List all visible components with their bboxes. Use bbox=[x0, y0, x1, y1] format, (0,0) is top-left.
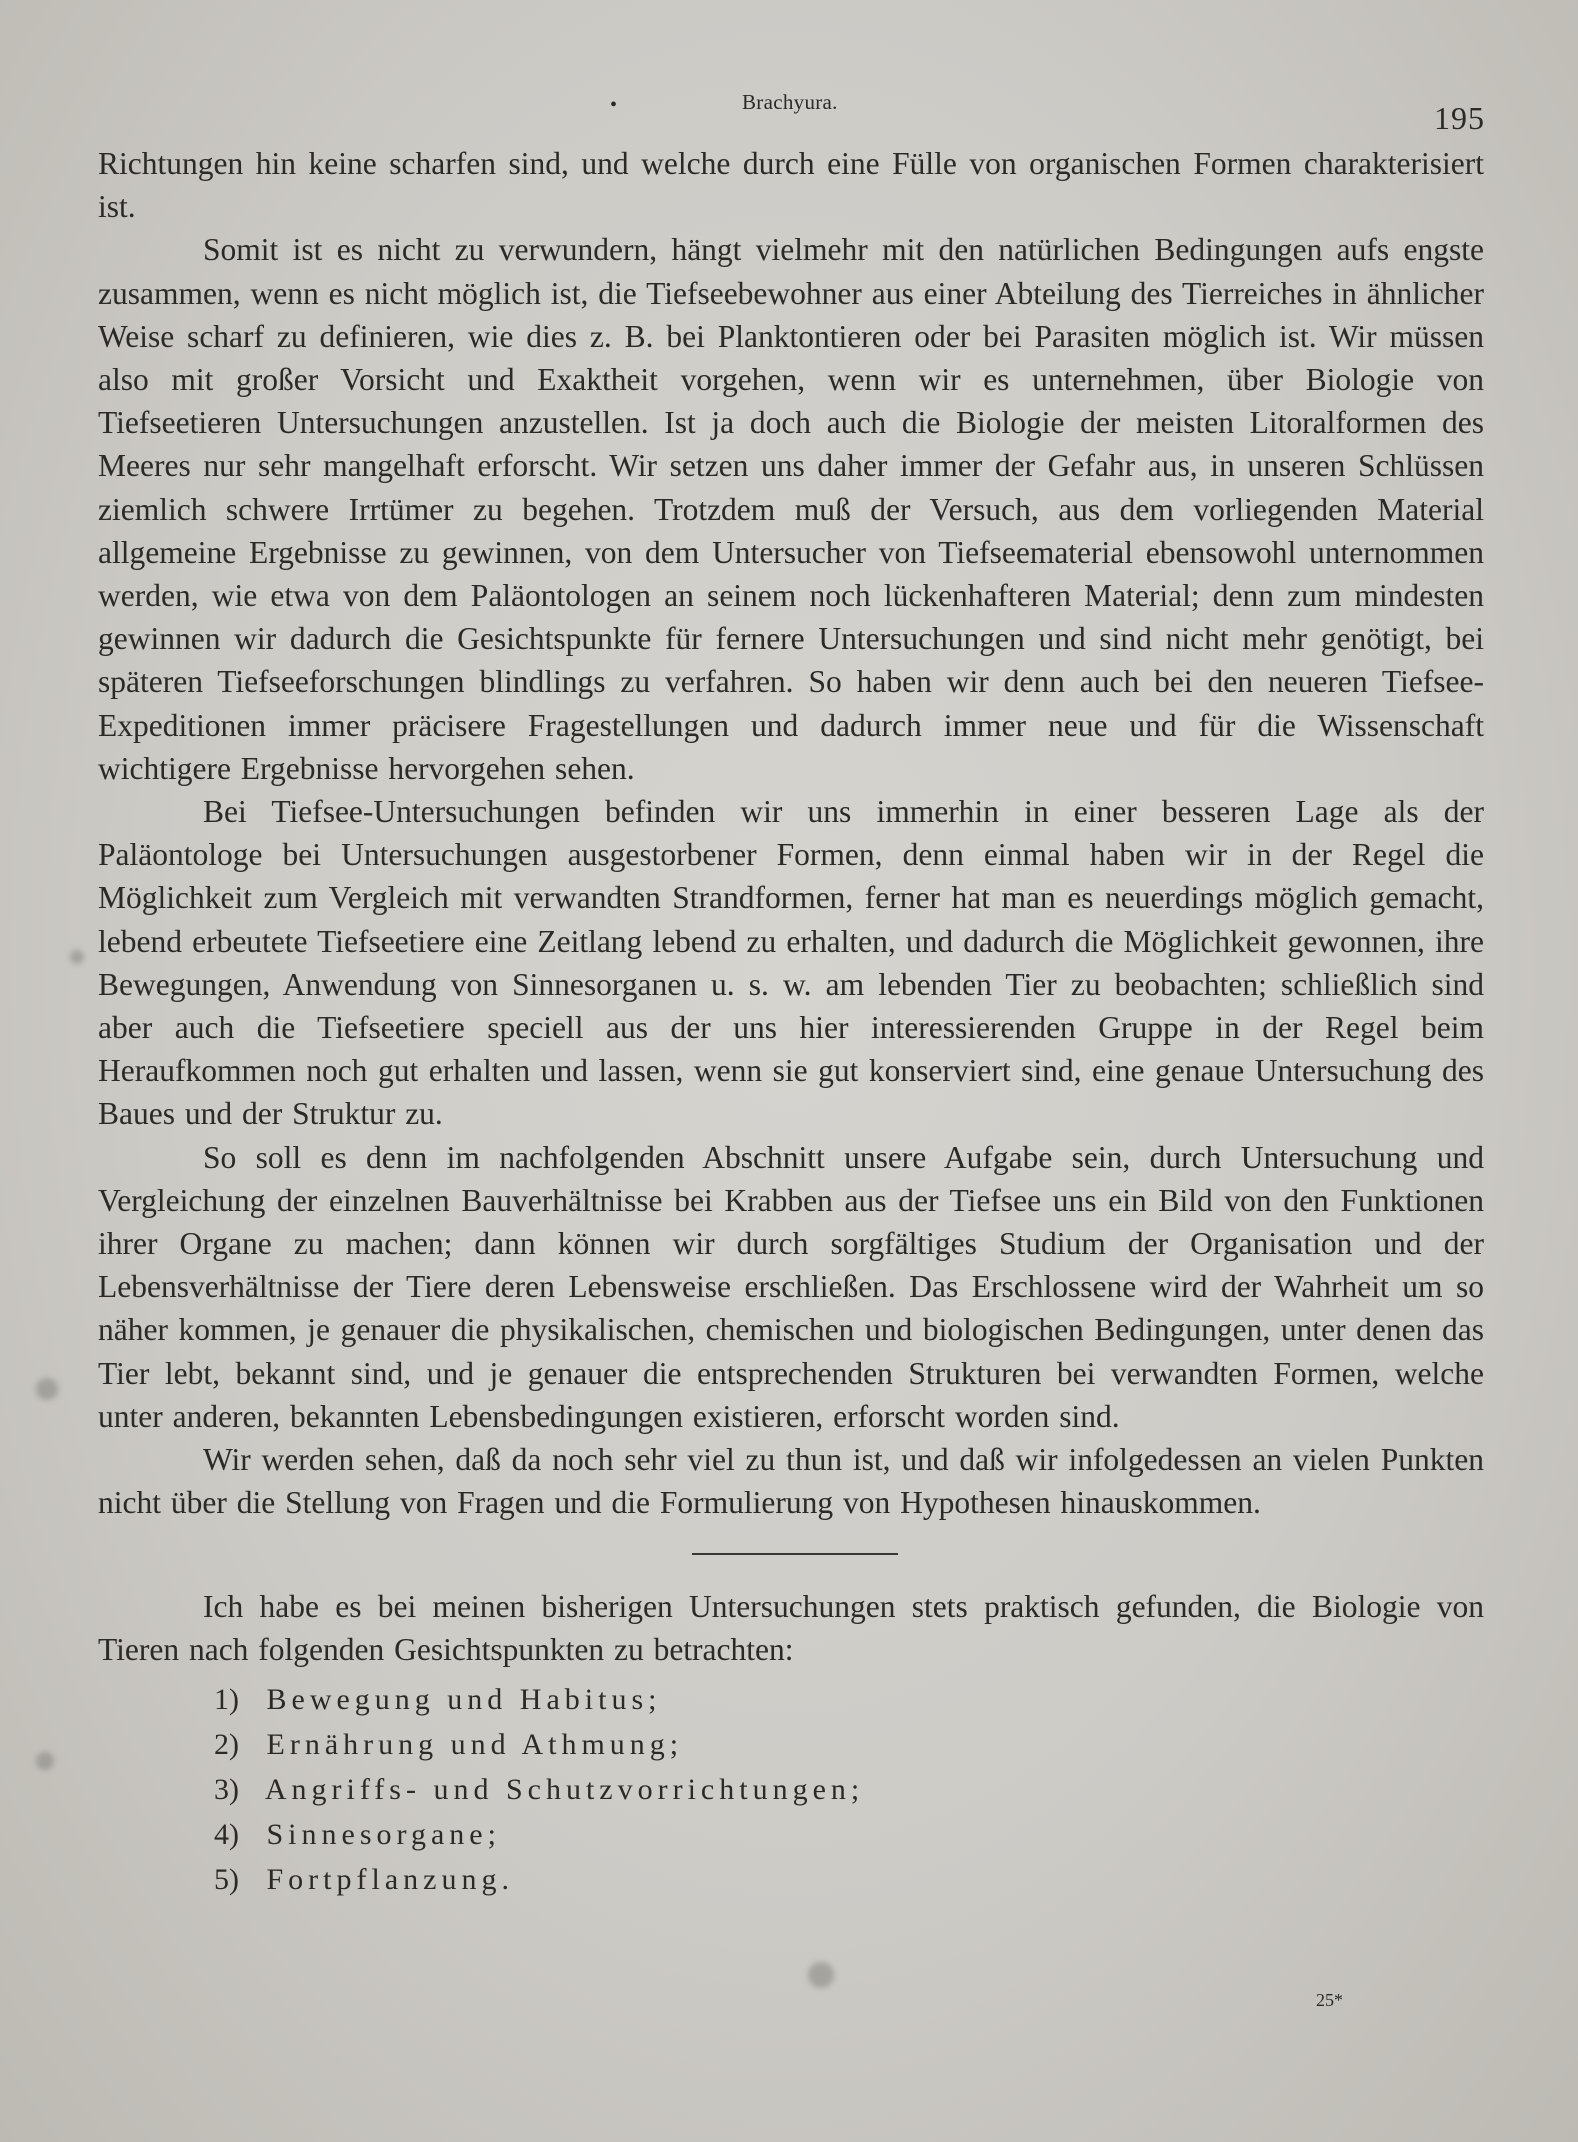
page-number: 195 bbox=[1434, 100, 1485, 136]
list-text: Angriffs- und Schutzvorrichtungen; bbox=[264, 1772, 865, 1806]
list-number: 4) bbox=[214, 1817, 239, 1851]
list-number: 5) bbox=[214, 1862, 239, 1896]
list-item bbox=[214, 1857, 1484, 1902]
list-number: 2) bbox=[214, 1727, 239, 1761]
list-item bbox=[214, 1677, 1484, 1722]
list-item bbox=[214, 1812, 1484, 1857]
paragraph: Somit ist es nicht zu verwundern, hängt vielmehr mit den natürlichen Bedingungen aufs engste zusammen, wenn es nicht möglich ist, die Tiefseebewohner aus einer Abteilung des Tierreiches in ähnlicher Weise scharf zu definieren, wie dies z. B. bei Planktontieren oder bei Parasiten möglich ist. Wir müssen also mit großer Vorsicht und Exaktheit vorgehen, wenn wir es unternehmen, über Biologie von Tiefseetieren Untersuchungen anzustellen. Ist ja doch auch die Biologie der meisten Litoralformen des Meeres nur sehr mangelhaft erforscht. Wir setzen uns daher immer der Gefahr aus, in unseren Schlüssen ziemlich schwere Irrtümer zu begehen. Trotzdem muß der Versuch, aus dem vorliegenden Material allgemeine Ergebnisse zu gewinnen, von dem Untersucher von Tiefseematerial ebensowohl unternommen werden, wie etwa von dem Paläontologen an seinem noch lückenhafteren Material; denn zum mindesten gewinnen wir dadurch die Gesichtspunkte für fernere Untersuchungen und sind nicht mehr genötigt, bei späteren Tiefseeforschungen blindlings zu verfahren. So haben wir denn auch bei den neueren Tiefsee-Expeditionen immer präcisere Fragestellungen und dadurch immer neue und für die Wissenschaft wichtigere Ergebnisse hervorgehen sehen. bbox=[98, 232, 1484, 786]
list-text: Fortpflanzung. bbox=[266, 1862, 514, 1896]
header-dot: • bbox=[610, 94, 618, 116]
section-divider bbox=[692, 1553, 898, 1555]
paper-smudge bbox=[36, 1752, 54, 1770]
paper-smudge bbox=[808, 1962, 834, 1988]
paper-smudge bbox=[36, 1378, 58, 1400]
body-text bbox=[98, 142, 1484, 1902]
list-item bbox=[214, 1722, 1484, 1767]
paragraph: Wir werden sehen, daß da noch sehr viel zu thun ist, und daß wir infolgedessen an vielen Punkten nicht über die Stellung von Fragen und die Formulierung von Hypothesen hinauskommen. bbox=[98, 1442, 1484, 1521]
list-number: 1) bbox=[214, 1682, 239, 1716]
topic-list bbox=[214, 1677, 1484, 1902]
list-item bbox=[214, 1767, 1484, 1812]
list-number: 3) bbox=[214, 1772, 239, 1806]
paragraph: So soll es denn im nachfolgenden Abschnitt unsere Aufgabe sein, durch Untersuchung und Vergleichung der einzelnen Bauverhältnisse bei Krabben aus der Tiefsee uns ein Bild von den Funktionen ihrer Organe zu machen; dann können wir durch sorgfältiges Studium der Organisation und der Lebensverhältnisse der Tiere deren Lebensweise erschließen. Das Erschlossene wird der Wahrheit um so näher kommen, je genauer die physikalischen, chemischen und biologischen Bedingungen, unter denen das Tier lebt, bekannt sind, und je genauer die entsprechenden Strukturen bei verwandten Formen, welche unter anderen, bekannten Lebensbedingungen existieren, erforscht worden sind. bbox=[98, 1139, 1484, 1434]
paragraph: Richtungen hin keine scharfen sind, und welche durch eine Fülle von organischen Formen charakterisiert ist. bbox=[98, 146, 1484, 225]
running-head bbox=[0, 84, 1578, 136]
list-text: Ernährung und Athmung; bbox=[266, 1727, 684, 1761]
running-title: Brachyura. bbox=[742, 90, 838, 114]
signature-mark: 25* bbox=[1316, 1990, 1343, 2010]
list-text: Sinnesorgane; bbox=[266, 1817, 501, 1851]
paper-smudge bbox=[70, 950, 84, 964]
list-text: Bewegung und Habitus; bbox=[266, 1682, 662, 1716]
paragraph: Bei Tiefsee-Untersuchungen befinden wir uns immerhin in einer besseren Lage als der Paläontologe bei Untersuchungen ausgestorbener Formen, denn einmal haben wir in der Regel die Möglichkeit zum Vergleich mit verwandten Strandformen, ferner hat man es neuerdings möglich gemacht, lebend erbeutete Tiefseetiere eine Zeitlang lebend zu erhalten, und dadurch die Möglichkeit gewonnen, ihre Bewegungen, Anwendung von Sinnesorganen u. s. w. am lebenden Tier zu beobachten; schließlich sind aber auch die Tiefseetiere speciell aus der uns hier interessierenden Gruppe in der Regel beim Heraufkommen noch gut erhalten und lassen, wenn sie gut konserviert sind, eine genaue Untersuchung des Baues und der Struktur zu. bbox=[98, 794, 1484, 1132]
paragraph: Ich habe es bei meinen bisherigen Untersuchungen stets praktisch gefunden, die Biologie von Tieren nach folgenden Gesichtspunkten zu betrachten: bbox=[98, 1588, 1484, 1667]
